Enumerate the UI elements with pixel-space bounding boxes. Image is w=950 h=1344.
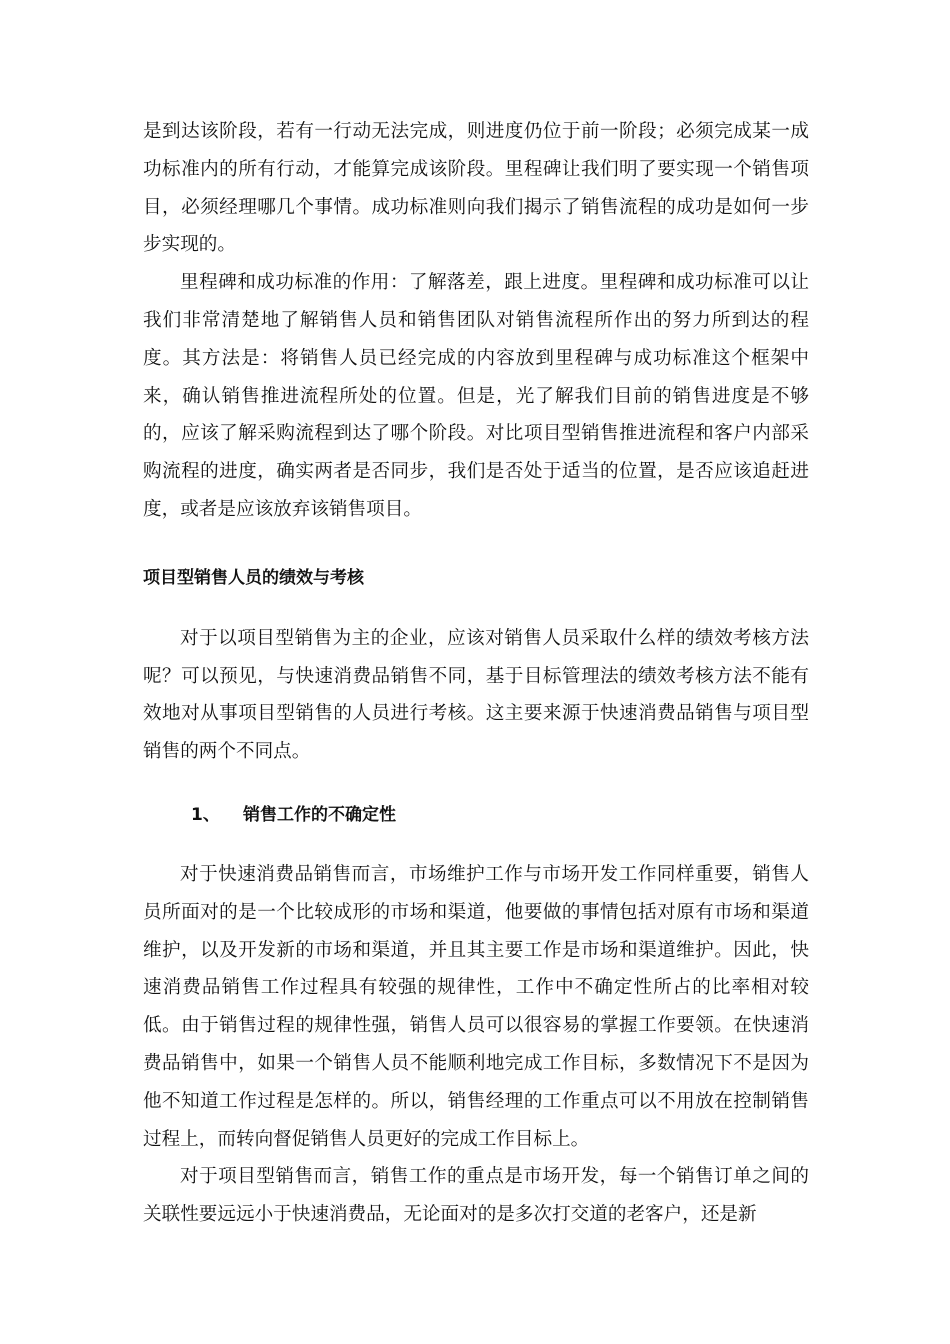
- subsection-title: 销售工作的不确定性: [243, 804, 396, 825]
- paragraph-section-intro: 对于以项目型销售为主的企业，应该对销售人员采取什么样的绩效考核方法呢？可以预见，与快速消费品销售不同，基于目标管理法的绩效考核方法不能有效地对从事项目型销售的人员进行考核。这主要来源于快速消费品销售与项目型销售的两个不同点。: [143, 627, 809, 763]
- paragraph-fmcg: 对于快速消费品销售而言，市场维护工作与市场开发工作同样重要，销售人员所面对的是一个比较成形的市场和渠道，他要做的事情包括对原有市场和渠道维护，以及开发新的市场和渠道，并且其主要工作是市场和渠道维护。因此，快速消费品销售工作过程具有较强的规律性，工作中不确定性所占的比率相对较低。由于销售过程的规律性强，销售人员可以很容易的掌握工作要领。在快速消费品销售中，如果一个销售人员不能顺利地完成工作目标，多数情况下不是因为他不知道工作过程是怎样的。所以，销售经理的工作重点可以不用放在控制销售过程上，而转向督促销售人员更好的完成工作目标上。: [143, 863, 809, 1150]
- paragraph-continuation: 是到达该阶段，若有一行动无法完成，则进度仍位于前一阶段；必须完成某一成功标准内的所有行动，才能算完成该阶段。里程碑让我们明了要实现一个销售项目，必须经理哪几个事情。成功标准则向我们揭示了销售流程的成功是如何一步步实现的。: [143, 121, 809, 256]
- document-page: [143, 113, 809, 1234]
- subsection-number: 1、: [191, 804, 220, 825]
- subsection-heading: [143, 797, 809, 833]
- section-heading: 项目型销售人员的绩效与考核: [143, 567, 364, 588]
- paragraph-project-sales: 对于项目型销售而言，销售工作的重点是市场开发，每一个销售订单之间的关联性要远远小于快速消费品，无论面对的是多次打交道的老客户，还是新: [143, 1166, 809, 1226]
- paragraph-milestones: 里程碑和成功标准的作用：了解落差，跟上进度。里程碑和成功标准可以让我们非常清楚地了解销售人员和销售团队对销售流程所作出的努力所到达的程度。其方法是：将销售人员已经完成的内容放到里程碑与成功标准这个框架中来，确认销售推进流程所处的位置。但是，光了解我们目前的销售进度是不够的，应该了解采购流程到达了哪个阶段。对比项目型销售推进流程和客户内部采购流程的进度，确实两者是否同步，我们是否处于适当的位置，是否应该追赶进度，或者是应该放弃该销售项目。: [143, 272, 809, 520]
